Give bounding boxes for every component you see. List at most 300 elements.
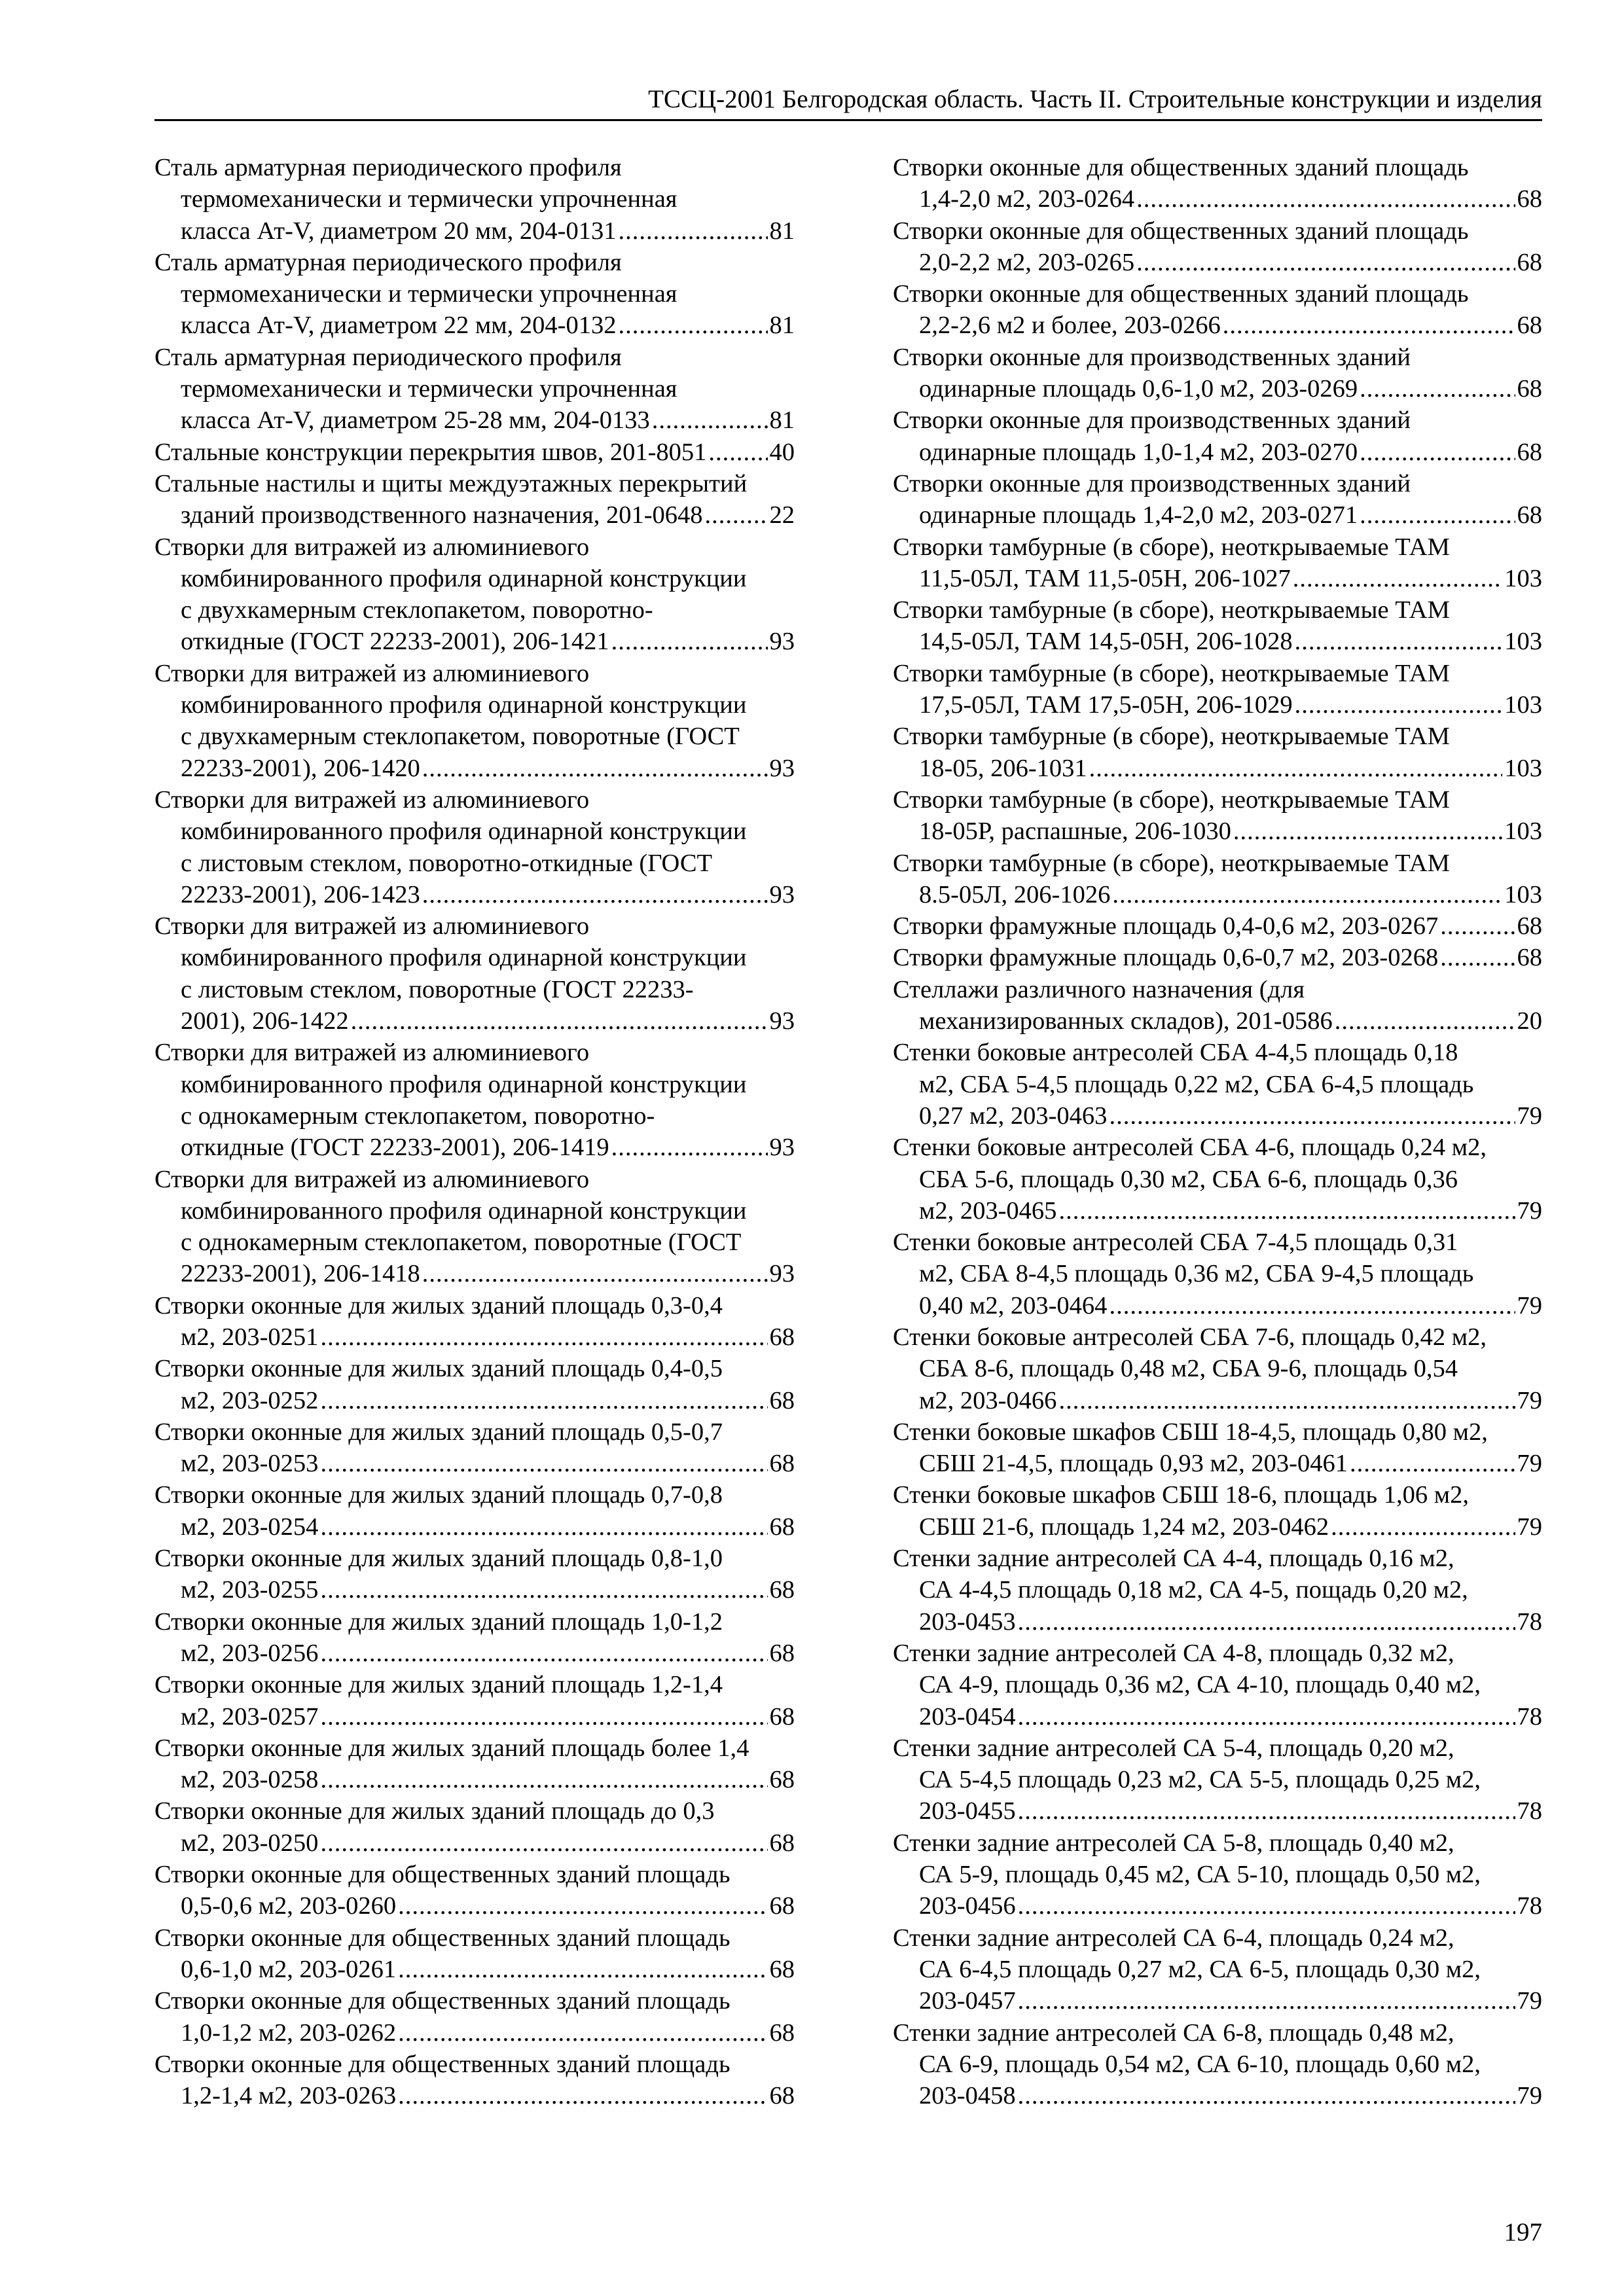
dot-leader [1018, 1606, 1515, 1638]
index-entry-text: механизированных складов), 201-0586 [919, 1007, 1333, 1035]
index-entry-last-line [154, 1954, 795, 1985]
dot-leader [1233, 816, 1502, 847]
index-entry-text: м2, СБА 8-4,5 площадь 0,36 м2, СБА 9-4,5 площадь [919, 1260, 1474, 1288]
index-entry [893, 1922, 1542, 2017]
index-entry-last-line [893, 1890, 1542, 1922]
index-entry-text: Створки тамбурные (в сборе), неоткрываемые ТАМ [893, 723, 1450, 751]
index-entry [893, 278, 1542, 342]
index-entry-page: 68 [769, 1892, 795, 1920]
index-entry-page: 68 [1517, 248, 1542, 276]
index-entry-text: м2, 203-0256 [181, 1639, 319, 1667]
dot-leader [1018, 1795, 1515, 1827]
index-entry-last-line [154, 1574, 795, 1605]
index-entry-page: 79 [1517, 1450, 1542, 1478]
dot-leader [320, 1701, 767, 1732]
index-entry-text: Створки оконные для жилых зданий площадь 0,4-0,5 [154, 1355, 723, 1383]
index-entry [154, 437, 795, 468]
index-entry [154, 1353, 795, 1416]
dot-leader [1295, 626, 1503, 657]
index-entry-last-line [154, 2017, 795, 2049]
index-entry-last-line [893, 563, 1542, 594]
index-entry [154, 342, 795, 437]
index-entry-last-line [154, 1701, 795, 1732]
index-entry-last-line [893, 942, 1542, 973]
index-entry-page: 68 [769, 2082, 795, 2110]
index-entry-text: Створки фрамужные площадь 0,6-0,7 м2, 203-0268 [893, 944, 1439, 972]
index-entry-text: 22233-2001), 206-1418 [181, 1260, 420, 1288]
index-entry-text: Стальные конструкции перекрытия швов, 201-8051 [154, 438, 707, 466]
index-entry-text: с однокамерным стеклопакетом, поворотно- [181, 1102, 655, 1130]
index-entry-text: одинарные площадь 0,6-1,0 м2, 203-0269 [919, 375, 1358, 403]
index-entry [154, 1859, 795, 1922]
index-entry-last-line [893, 310, 1542, 341]
index-entry-text: 203-0454 [919, 1702, 1016, 1731]
index-entry-text: СА 4-9, площадь 0,36 м2, СА 4-10, площадь 0,40 м2, [919, 1671, 1481, 1699]
dot-leader [320, 1321, 767, 1353]
index-entry-page: 81 [769, 217, 795, 245]
index-entry-text: Створки оконные для производственных зданий [893, 469, 1411, 497]
index-entry-text: СА 5-9, площадь 0,45 м2, СА 5-10, площадь 0,50 м2, [919, 1861, 1481, 1889]
index-entry-text: 22233-2001), 206-1420 [181, 754, 420, 782]
index-entry-page: 103 [1504, 628, 1542, 656]
index-entry-text: СБА 5-6, площадь 0,30 м2, СБА 6-6, площадь 0,36 [919, 1165, 1458, 1193]
dot-leader [652, 404, 768, 436]
index-entry-text: Сталь арматурная периодического профиля [154, 154, 622, 181]
index-entry-text: м2, 203-0250 [181, 1829, 319, 1857]
index-entry-last-line [154, 1385, 795, 1416]
index-entry-text: с листовым стеклом, поворотные (ГОСТ 22233- [181, 975, 694, 1003]
index-entry [154, 1606, 795, 1670]
index-entry [154, 1669, 795, 1732]
dot-leader [320, 1448, 767, 1479]
index-entry-page: 68 [769, 1829, 795, 1857]
dot-leader [1112, 879, 1502, 910]
index-entry [154, 468, 795, 531]
index-entry-last-line [154, 1132, 795, 1163]
index-entry-text: СА 4-4,5 площадь 0,18 м2, СА 4-5, пощадь 0,20 м2, [919, 1576, 1468, 1604]
index-entry-text: с двухкамерным стеклопакетом, поворотно- [181, 596, 653, 624]
index-entry-last-line [893, 373, 1542, 404]
index-entry-page: 68 [769, 1386, 795, 1414]
index-column-right [893, 152, 1542, 2111]
index-entry-page: 103 [1504, 564, 1542, 592]
index-entry-text: м2, 203-0258 [181, 1766, 319, 1794]
index-entry-text: м2, 203-0257 [181, 1702, 319, 1731]
index-entry [893, 1638, 1542, 1732]
index-entry [154, 1922, 795, 1986]
index-entry-last-line [154, 215, 795, 247]
index-entry [154, 1290, 795, 1354]
index-entry-text: одинарные площадь 1,0-1,4 м2, 203-0270 [919, 438, 1358, 466]
header-title: ТССЦ-2001 Белгородская область. Часть II. Строительные конструкции и изделия [648, 85, 1542, 113]
dot-leader [398, 1954, 767, 1985]
dot-leader [1223, 310, 1515, 341]
page-number: 197 [1504, 2218, 1542, 2246]
index-entry-last-line [154, 437, 795, 468]
index-entry-text: 18-05Р, распашные, 206-1030 [919, 817, 1231, 846]
index-entry [893, 215, 1542, 279]
index-entry-page: 68 [769, 1576, 795, 1604]
dot-leader [705, 499, 768, 531]
index-entry-page: 79 [1517, 1291, 1542, 1319]
index-entry-last-line [893, 2080, 1542, 2111]
dot-leader [1360, 437, 1515, 468]
index-entry-page: 40 [769, 438, 795, 466]
index-entry-page: 78 [1517, 1797, 1542, 1825]
index-entry-page: 68 [1517, 501, 1542, 529]
index-entry-page: 79 [1517, 1196, 1542, 1225]
index-entry-text: СБШ 21-6, площадь 1,24 м2, 203-0462 [919, 1513, 1329, 1541]
index-entry-text: Стенки задние антресолей СА 5-8, площадь 0,40 м2, [893, 1829, 1454, 1857]
index-entry [154, 1037, 795, 1163]
dot-leader [1058, 1385, 1515, 1416]
index-entry-last-line [893, 626, 1542, 657]
index-entry [893, 658, 1542, 721]
index-entry-text: 2,0-2,2 м2, 203-0265 [919, 248, 1135, 276]
index-entry-last-line [893, 1100, 1542, 1132]
index-entry-last-line [893, 499, 1542, 531]
index-entry-text: Створки оконные для производственных зданий [893, 343, 1411, 371]
index-entry [154, 152, 795, 247]
index-entry-last-line [154, 2080, 795, 2111]
dot-leader [320, 1638, 767, 1669]
index-entry [893, 1543, 1542, 1638]
index-entry-last-line [893, 910, 1542, 942]
index-entry-text: м2, 203-0252 [181, 1386, 319, 1414]
index-entry [893, 404, 1542, 468]
index-entry-text: одинарные площадь 1,4-2,0 м2, 203-0271 [919, 501, 1358, 529]
index-entry-text: Створки для витражей из алюминиевого [154, 1165, 590, 1193]
index-entry-text: м2, 203-0465 [919, 1196, 1057, 1225]
index-entry-text: Стенки задние антресолей СА 4-8, площадь 0,32 м2, [893, 1639, 1454, 1667]
index-entry-text: 1,2-1,4 м2, 203-0263 [181, 2082, 397, 2110]
dot-leader [1109, 1290, 1515, 1321]
index-entry-text: 203-0453 [919, 1607, 1016, 1636]
index-entry-last-line [154, 753, 795, 784]
dot-leader [1360, 499, 1515, 531]
index-entry-text: 0,40 м2, 203-0464 [919, 1291, 1108, 1319]
index-entry-text: 0,5-0,6 м2, 203-0260 [181, 1892, 397, 1920]
index-entry [893, 910, 1542, 942]
index-entry [893, 1227, 1542, 1321]
index-entry-text: 11,5-05Л, ТАМ 11,5-05Н, 206-1027 [919, 564, 1291, 592]
index-entry [893, 1037, 1542, 1132]
index-entry-page: 79 [1517, 1102, 1542, 1130]
index-entry-last-line [893, 1290, 1542, 1321]
dot-leader [320, 1827, 767, 1859]
index-entry-text: Створки для витражей из алюминиевого [154, 533, 590, 561]
index-entry-last-line [893, 689, 1542, 721]
index-entry-text: 18-05, 206-1031 [919, 754, 1087, 782]
index-entry-page: 68 [769, 2018, 795, 2047]
index-entry-text: Створки оконные для общественных зданий площадь [154, 2050, 731, 2078]
index-entry-text: Стенки боковые антресолей СБА 4-6, площадь 0,24 м2, [893, 1134, 1487, 1162]
index-entry-text: СБШ 21-4,5, площадь 0,93 м2, 203-0461 [919, 1450, 1348, 1478]
index-entry-text: Створки для витражей из алюминиевого [154, 912, 590, 941]
index-entry [154, 2049, 795, 2112]
index-entry [893, 1479, 1542, 1543]
index-entry-text: Сталь арматурная периодического профиля [154, 248, 622, 276]
index-entry-last-line [154, 626, 795, 657]
index-entry-last-line [154, 1890, 795, 1922]
index-entry-text: Стенки боковые антресолей СБА 4-4,5 площадь 0,18 [893, 1039, 1458, 1067]
index-entry-last-line [154, 404, 795, 436]
index-entry-page: 22 [769, 501, 795, 529]
index-entry-page: 93 [769, 1260, 795, 1288]
index-entry-text: Створки тамбурные (в сборе), неоткрываемые ТАМ [893, 659, 1450, 687]
index-entry [154, 1795, 795, 1859]
index-entry-text: Створки оконные для жилых зданий площадь 0,5-0,7 [154, 1418, 723, 1446]
index-entry-page: 93 [769, 754, 795, 782]
index-entry [893, 1827, 1542, 1922]
index-entry-text: Створки оконные для жилых зданий площадь более 1,4 [154, 1734, 749, 1762]
dot-leader [1335, 1005, 1515, 1037]
index-entry [154, 1985, 795, 2049]
index-column-left [154, 152, 795, 2111]
dot-leader [618, 215, 767, 247]
index-entry-page: 68 [1517, 438, 1542, 466]
index-entry-text: м2, 203-0254 [181, 1513, 319, 1541]
dot-leader [708, 437, 767, 468]
index-entry-text: Створки тамбурные (в сборе), неоткрываемые ТАМ [893, 533, 1450, 561]
dot-leader [1018, 1985, 1515, 2017]
index-entry [893, 2017, 1542, 2112]
dot-leader [1293, 563, 1502, 594]
dot-leader [611, 626, 768, 657]
index-entry-text: 1,0-1,2 м2, 203-0262 [181, 2018, 397, 2047]
index-entry-text: термомеханически и термически упрочненная [181, 280, 677, 308]
dot-leader [1350, 1448, 1515, 1479]
index-entry-text: м2, 203-0253 [181, 1450, 319, 1478]
index-entry-text: Створки для витражей из алюминиевого [154, 659, 590, 687]
dot-leader [1018, 2080, 1515, 2111]
index-entry-text: класса Ат-V, диаметром 22 мм, 204-0132 [181, 312, 617, 340]
index-entry [893, 1732, 1542, 1827]
index-entry-text: Створки оконные для общественных зданий площадь [154, 1924, 731, 1952]
index-entry [893, 468, 1542, 531]
index-entry-page: 68 [769, 1450, 795, 1478]
index-entry [893, 531, 1542, 595]
index-entry-page: 93 [769, 1134, 795, 1162]
index-entry-text: Створки оконные для жилых зданий площадь 0,7-0,8 [154, 1481, 723, 1509]
index-entry-text: СА 6-9, площадь 0,54 м2, СА 6-10, площадь 0,60 м2, [919, 2050, 1481, 2078]
index-entry-last-line [893, 183, 1542, 215]
index-entry-last-line [893, 753, 1542, 784]
index-entry-text: Стенки задние антресолей СА 4-4, площадь 0,16 м2, [893, 1545, 1454, 1573]
dot-leader [1360, 373, 1515, 404]
index-entry-last-line [893, 1448, 1542, 1479]
index-entry-text: откидные (ГОСТ 22233-2001), 206-1421 [181, 628, 609, 656]
index-entry-page: 79 [1517, 1987, 1542, 2015]
index-entry-text: Створки оконные для жилых зданий площадь 0,8-1,0 [154, 1545, 723, 1573]
index-entry-page: 103 [1504, 880, 1542, 908]
index-entry [154, 247, 795, 342]
index-entry [893, 974, 1542, 1037]
index-entry-last-line [154, 1258, 795, 1289]
index-entry-last-line [893, 1701, 1542, 1732]
dot-leader [320, 1574, 767, 1605]
index-entry-text: Стенки задние антресолей СА 6-4, площадь 0,24 м2, [893, 1924, 1454, 1952]
index-entry-last-line [893, 1985, 1542, 2017]
index-entry-page: 68 [769, 1955, 795, 1983]
index-entry-text: Стенки боковые шкафов СБШ 18-6, площадь 1,06 м2, [893, 1481, 1469, 1509]
index-entry-text: термомеханически и термически упрочненная [181, 185, 677, 213]
index-entry-page: 68 [769, 1639, 795, 1667]
index-entry-text: комбинированного профиля одинарной конструкции [181, 1070, 747, 1098]
dot-leader [1109, 1100, 1515, 1132]
dot-leader [320, 1764, 767, 1795]
index-entry-text: 14,5-05Л, ТАМ 14,5-05Н, 206-1028 [919, 628, 1293, 656]
index-entry-page: 68 [1517, 185, 1542, 213]
index-entry-text: Стенки боковые шкафов СБШ 18-4,5, площадь 0,80 м2, [893, 1418, 1488, 1446]
index-entry-text: Сталь арматурная периодического профиля [154, 343, 622, 371]
index-entry-last-line [893, 1606, 1542, 1638]
index-entry-page: 81 [769, 312, 795, 340]
index-entry-text: Створки оконные для общественных зданий площадь [893, 154, 1469, 181]
index-entry-last-line [154, 1764, 795, 1795]
index-entry-text: 1,4-2,0 м2, 203-0264 [919, 185, 1135, 213]
index-entry-last-line [154, 310, 795, 341]
index-entry-text: Створки оконные для жилых зданий площадь до 0,3 [154, 1797, 715, 1825]
index-entry [893, 942, 1542, 973]
index-entry-last-line [893, 816, 1542, 847]
index-entry-last-line [893, 879, 1542, 910]
index-entry-text: Створки тамбурные (в сборе), неоткрываемые ТАМ [893, 849, 1450, 877]
index-entry-text: комбинированного профиля одинарной конструкции [181, 1196, 747, 1225]
dot-leader [1136, 247, 1515, 278]
index-entry-last-line [154, 1827, 795, 1859]
index-entry-last-line [154, 499, 795, 531]
index-entry-page: 20 [1517, 1007, 1542, 1035]
index-entry-text: Створки для витражей из алюминиевого [154, 1039, 590, 1067]
index-entry-page: 79 [1517, 1513, 1542, 1541]
index-entry [893, 848, 1542, 911]
dot-leader [1136, 183, 1515, 215]
index-entry-page: 68 [1517, 312, 1542, 340]
index-entry-text: с двухкамерным стеклопакетом, поворотные (ГОСТ [181, 723, 740, 751]
index-entry-text: Створки оконные для жилых зданий площадь 1,2-1,4 [154, 1671, 723, 1699]
index-entry [154, 910, 795, 1037]
index-entry-text: 8.5-05Л, 206-1026 [919, 880, 1111, 908]
index-entry-text: Створки оконные для жилых зданий площадь 1,0-1,2 [154, 1607, 723, 1636]
dot-leader [422, 1258, 768, 1289]
index-entry-page: 78 [1517, 1702, 1542, 1731]
index-entry-text: Створки оконные для жилых зданий площадь 0,3-0,4 [154, 1291, 723, 1319]
index-entry-text: 22233-2001), 206-1423 [181, 880, 420, 908]
dot-leader [618, 310, 767, 341]
index-entry-text: СА 6-4,5 площадь 0,27 м2, СА 6-5, площадь 0,30 м2, [919, 1955, 1481, 1983]
index-entry [893, 784, 1542, 848]
index-entry-text: откидные (ГОСТ 22233-2001), 206-1419 [181, 1134, 609, 1162]
index-entry-last-line [893, 1385, 1542, 1416]
dot-leader [422, 879, 768, 910]
dot-leader [1440, 910, 1515, 942]
dot-leader [611, 1132, 768, 1163]
running-header [154, 85, 1542, 121]
dot-leader [1018, 1890, 1515, 1922]
index-entry-last-line [154, 1511, 795, 1543]
index-entry-text: с однокамерным стеклопакетом, поворотные (ГОСТ [181, 1229, 742, 1257]
index-entry-page: 81 [769, 406, 795, 435]
dot-leader [398, 2080, 767, 2111]
dot-leader [320, 1511, 767, 1543]
index-entry [893, 594, 1542, 658]
index-entry-text: Створки оконные для общественных зданий площадь [154, 1987, 731, 2015]
index-entry-text: комбинированного профиля одинарной конструкции [181, 944, 747, 972]
index-entry-page: 103 [1504, 817, 1542, 846]
index-entry [154, 1732, 795, 1796]
dot-leader [1295, 689, 1503, 721]
index-entry-page: 68 [769, 1513, 795, 1541]
index-entry-last-line [893, 1005, 1542, 1037]
index-entry [154, 658, 795, 784]
index-entry-page: 93 [769, 628, 795, 656]
index-entry-text: Створки оконные для общественных зданий площадь [154, 1861, 731, 1889]
index-entry-text: м2, 203-0251 [181, 1323, 319, 1351]
index-entry-text: Створки оконные для общественных зданий площадь [893, 280, 1469, 308]
index-entry-last-line [154, 879, 795, 910]
index-entry-text: 0,6-1,0 м2, 203-0261 [181, 1955, 397, 1983]
index-entry [893, 342, 1542, 405]
dot-leader [398, 2017, 767, 2049]
index-entry-text: Створки тамбурные (в сборе), неоткрываемые ТАМ [893, 785, 1450, 814]
index-entry-text: Створки фрамужные площадь 0,4-0,6 м2, 203-0267 [893, 912, 1439, 941]
index-entry-text: 203-0457 [919, 1987, 1016, 2015]
index-entry-text: Стеллажи различного назначения (для [893, 975, 1305, 1003]
dot-leader [1089, 753, 1503, 784]
index-entry-text: класса Ат-V, диаметром 25-28 мм, 204-0133 [181, 406, 650, 435]
index-entry [893, 1321, 1542, 1416]
index-entry-text: 203-0458 [919, 2082, 1016, 2110]
index-entry-page: 68 [1517, 944, 1542, 972]
index-entry-text: с листовым стеклом, поворотно-откидные (ГОСТ [181, 849, 713, 877]
index-entry-text: Створки оконные для производственных зданий [893, 406, 1411, 435]
index-entry-last-line [893, 247, 1542, 278]
dot-leader [422, 753, 768, 784]
index-entry-page: 79 [1517, 1386, 1542, 1414]
index-entry-text: 0,27 м2, 203-0463 [919, 1102, 1108, 1130]
index-entry-text: 2001), 206-1422 [181, 1007, 349, 1035]
index-entry [154, 784, 795, 910]
index-entry-text: м2, 203-0466 [919, 1386, 1057, 1414]
index-entry-text: комбинированного профиля одинарной конструкции [181, 691, 747, 719]
index-entry [154, 531, 795, 658]
index-entry-page: 93 [769, 880, 795, 908]
index-entry-text: 203-0456 [919, 1892, 1016, 1920]
index-entry-page: 68 [769, 1702, 795, 1731]
index-entry [154, 1479, 795, 1543]
dot-leader [1058, 1195, 1515, 1227]
index-entry [893, 721, 1542, 784]
index-entry-text: Стенки задние антресолей СА 5-4, площадь 0,20 м2, [893, 1734, 1454, 1762]
index-entry-page: 103 [1504, 691, 1542, 719]
index-entry [154, 1543, 795, 1606]
index-entry-last-line [893, 1511, 1542, 1543]
index-entry-text: 2,2-2,6 м2 и более, 203-0266 [919, 312, 1221, 340]
index-entry-text: СБА 8-6, площадь 0,48 м2, СБА 9-6, площадь 0,54 [919, 1355, 1458, 1383]
index-entry [893, 1416, 1542, 1480]
dot-leader [1440, 942, 1515, 973]
index-entry-last-line [154, 1005, 795, 1037]
index-entry [154, 1416, 795, 1480]
index-entry [893, 152, 1542, 215]
index-entry-page: 78 [1517, 1607, 1542, 1636]
index-entry-text: класса Ат-V, диаметром 20 мм, 204-0131 [181, 217, 617, 245]
index-entry-last-line [154, 1321, 795, 1353]
index-entry-text: 17,5-05Л, ТАМ 17,5-05Н, 206-1029 [919, 691, 1293, 719]
index-entry-text: комбинированного профиля одинарной конструкции [181, 564, 747, 592]
index-entry-page: 103 [1504, 754, 1542, 782]
